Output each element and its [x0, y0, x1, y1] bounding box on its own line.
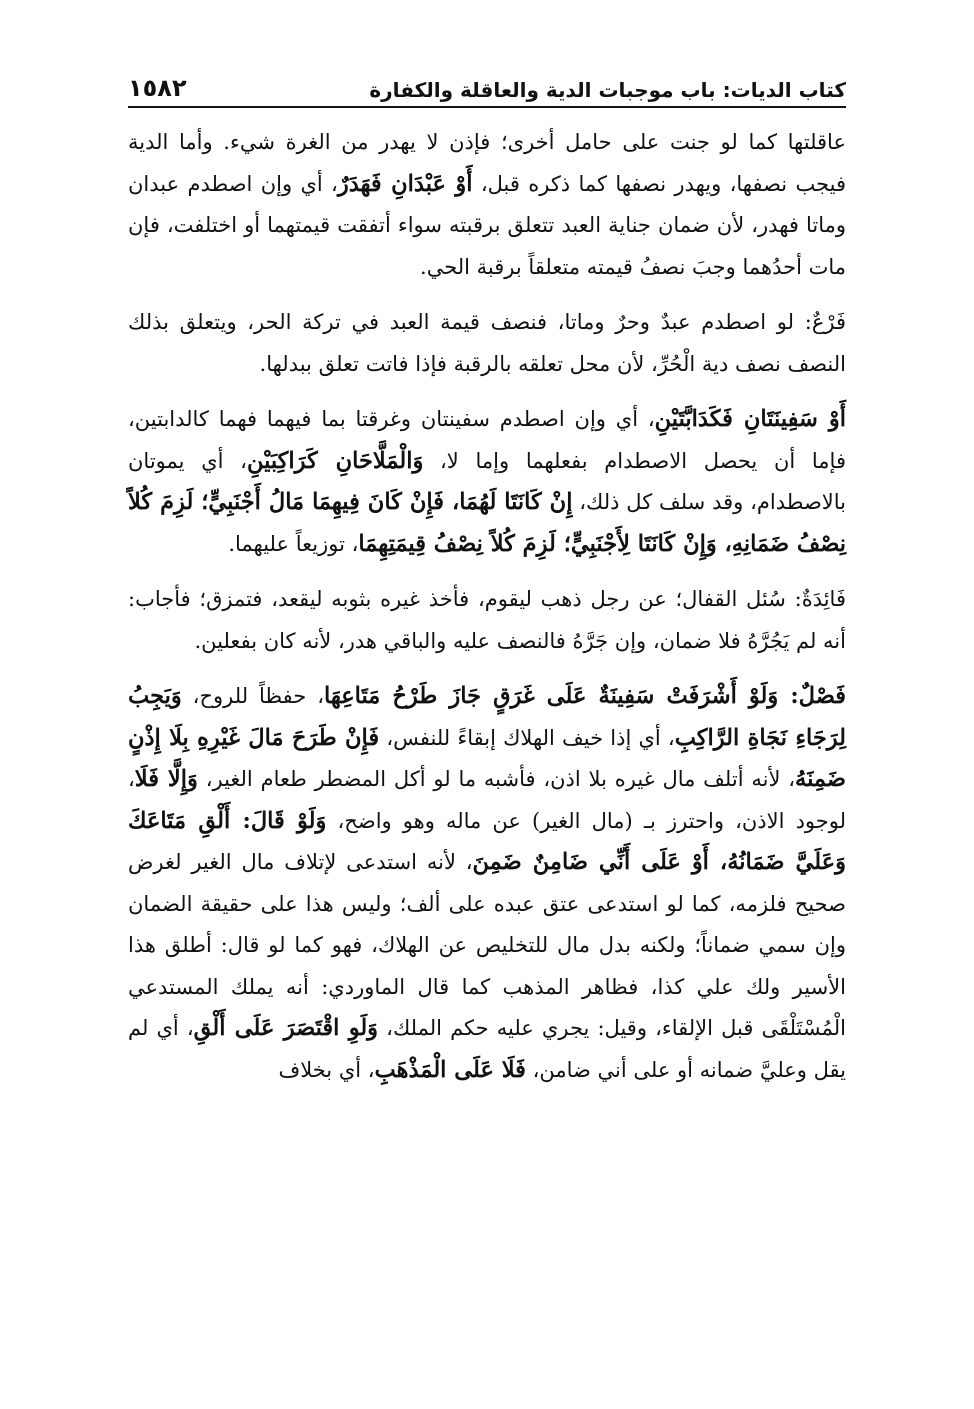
paragraph-3: [128, 399, 846, 565]
text-segment: فَائِدَةٌ: سُئل القفال؛ عن رجل ذهب ليقوم، فأخذ غيره بثوبه ليقعد، فتمزق؛ فأجاب: أنه لم يَجُرَّهُ فلا ضمان، وإن جَرَّهُ فالنصف عليه والباقي هدر، لأنه كان بفعلين.: [128, 587, 846, 653]
text-segment: ، أي بخلاف: [278, 1057, 375, 1082]
matn-bold-segment: أَوْ سَفِينَتَانِ فَكَدَابَّتَيْنِ: [654, 406, 846, 432]
text-segment: ، أي لم يقل وعليَّ ضمانه أو على أني ضامن،: [128, 1016, 846, 1082]
text-segment: ، لأنه أتلف مال غيره بلا اذن، فأشبه ما لو أكل المضطر طعام الغير،: [197, 767, 796, 791]
text-segment: ، أي وإن اصطدم سفينتان وغرقتا بما فيهما فهما كالدابتين، فإما أن يحصل الاصطدام بفعلهما وإما لا،: [128, 407, 846, 473]
text-segment: ، أي إذا خيف الهلاك إبقاءً للنفس،: [379, 725, 675, 750]
matn-bold-segment: إِنْ كَانَتَا لَهُمَا، فَإِنْ كَانَ فِيهِمَا مَالُ أَجْنَبِيٍّ؛ لَزِمَ كُلاً نِصْفُ ضَمَانِهِ، وَإِنْ كَانَتَا لِأَجْنَبِيٍّ؛ لَزِمَ كُلاً نِصْفُ قِيمَتِهِمَا: [128, 489, 846, 557]
matn-bold-segment: أَوْ عَبْدَانِ فَهَدَرٌ: [337, 170, 473, 197]
text-segment: ، توزيعاً عليهما.: [228, 531, 359, 556]
text-segment: ، لأنه استدعى لإتلاف مال الغير لغرض صحيح فلزمه، كما لو استدعى عتق عبده على ألف؛ وليس هذا على حقيقة الضمان وإن سمي ضماناً؛ ولكنه بدل مال للتخليص عن الهلاك، فهو كما لو قال: أطلق هذا الأسير ولك علي كذا، فظاهر المذهب كما قال الماوردي: أنه يملك المستدعي الْمُسْتَلْقَى قبل الإلقاء، وقيل: يجري عليه حكم الملك،: [128, 850, 846, 1040]
paragraph-5: [128, 676, 846, 1091]
running-title: كتاب الديات: باب موجبات الدية والعاقلة والكفارة: [369, 78, 846, 102]
page-body: [128, 122, 846, 1091]
page-header: [128, 62, 846, 108]
matn-bold-segment: وَلَوْ قَالَ: أَلْقِ مَتَاعَكَ وَعَلَيَّ ضَمَانُهُ، أَوْ عَلَى أَنِّي ضَامِنٌ ضَمِنَ: [128, 807, 846, 875]
text-segment: ، أي يموتان بالاصطدام، وقد سلف كل ذلك،: [128, 448, 846, 514]
matn-bold-segment: وَيَجِبُ لِرَجَاءِ نَجَاةِ الرَّاكِبِ: [128, 683, 846, 751]
text-segment: ، أي وإن اصطدم عبدان وماتا فهدر، لأن ضمان جناية العبد تتعلق برقبته سواء أتفقت قيمتهما أو اختلفت، فإن مات أحدُهما وجبَ نصفُ قيمته متعلقاً برقبة الحي.: [128, 171, 846, 279]
text-segment: ، حفظاً للروح،: [181, 684, 324, 708]
matn-bold-segment: وَإِلَّا فَلَا: [134, 766, 198, 792]
matn-bold-segment: وَلَوِ اقْتَصَرَ عَلَى أَلْقِ: [193, 1015, 379, 1041]
text-segment: ، لوجود الاذن، واحترز بـ (مال الغير) عن ماله وهو واضح،: [128, 767, 846, 833]
text-segment: فَرْعٌ: لو اصطدم عبدٌ وحرٌ وماتا، فنصف قيمة العبد في تركة الحر، ويتعلق بذلك النصف نصف دية الْحُرِّ، لأن محل تعلقه بالرقبة فإذا فاتت تعلق ببدلها.: [128, 310, 846, 376]
matn-bold-segment: وَالْمَلَّاحَانِ كَرَاكِبَيْنِ: [246, 447, 424, 474]
matn-bold-segment: فَصْلٌ: وَلَوْ أَشْرَفَتْ سَفِينَةٌ عَلَى غَرَقٍ جَازَ طَرْحُ مَتَاعِهَا: [323, 683, 846, 709]
paragraph-2: [128, 302, 846, 385]
page-number: ١٥٨٢: [128, 74, 187, 102]
matn-bold-segment: فَإِنْ طَرَحَ مَالَ غَيْرِهِ بِلَا إِذْنٍ ضَمِنَهُ: [128, 724, 846, 792]
paragraph-1: [128, 122, 846, 288]
text-segment: عاقلتها كما لو جنت على حامل أخرى؛ فإذن لا يهدر من الغرة شيء. وأما الدية فيجب نصفها، ويهدر نصفها كما ذكره قبل،: [128, 130, 846, 196]
paragraph-4: [128, 579, 846, 662]
matn-bold-segment: فَلَا عَلَى الْمَذْهَبِ: [374, 1056, 526, 1083]
